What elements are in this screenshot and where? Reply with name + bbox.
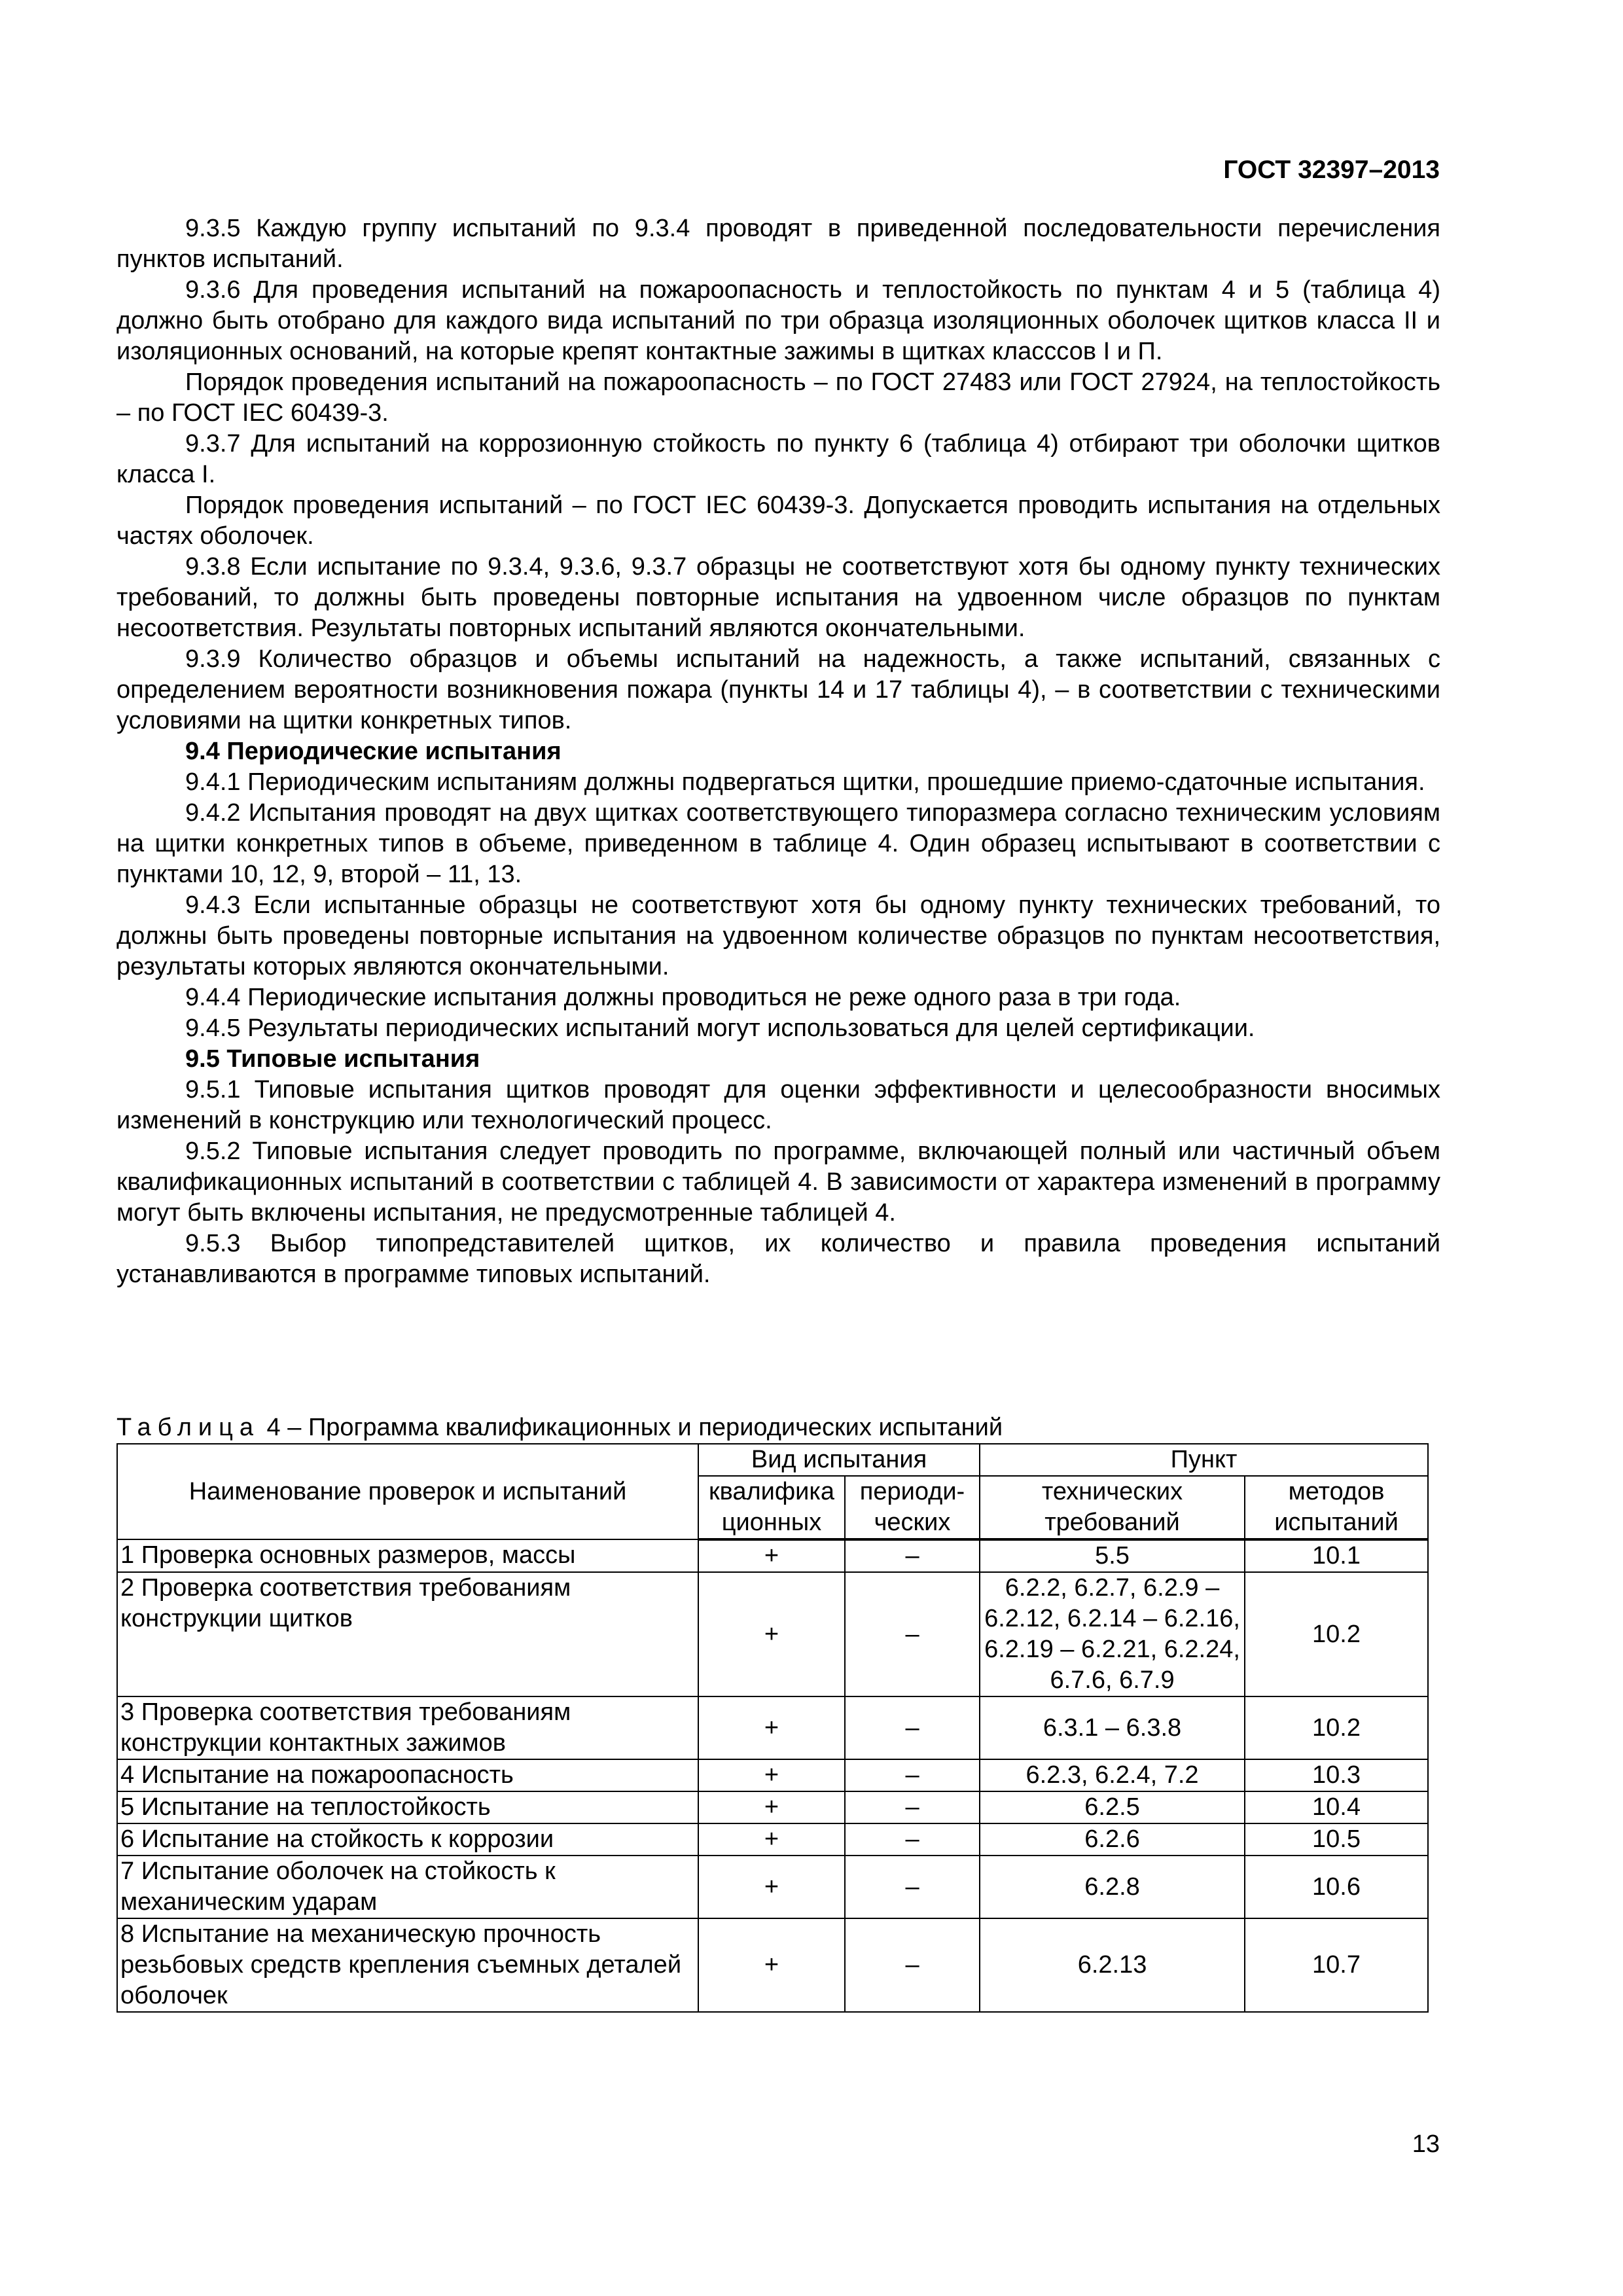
table-row: [117, 1791, 1428, 1823]
cell-qualification: +: [698, 1823, 845, 1856]
cell-qualification: +: [698, 1539, 845, 1572]
table-row: [117, 1696, 1428, 1759]
header-clause: Пункт: [980, 1444, 1428, 1476]
paragraph: 9.4.4 Периодические испытания должны проводиться не реже одного раза в три года.: [185, 984, 1181, 1011]
cell-technical-requirements: 6.2.13: [980, 1918, 1245, 2012]
paragraph: Порядок проведения испытаний – по ГОСТ IEC 60439-3. Допускается проводить испытания на отдельных частях оболочек.: [116, 492, 1440, 550]
qualification-periodic-tests-table: [116, 1443, 1429, 2013]
table-row: [117, 1918, 1428, 2012]
cell-test-name: 1 Проверка основных размеров, массы: [117, 1539, 698, 1572]
cell-test-name: 5 Испытание на теплостойкость: [117, 1791, 698, 1823]
paragraph: 9.3.7 Для испытаний на коррозионную стойкость по пункту 6 (таблица 4) отбирают три оболочки щитков класса I.: [116, 430, 1440, 488]
header-test-methods: методов испытаний: [1245, 1476, 1428, 1539]
paragraph: 9.4.5 Результаты периодических испытаний могут использоваться для целей сертификации.: [185, 1014, 1255, 1042]
cell-test-name: 8 Испытание на механическую прочность резьбовых средств крепления съемных деталей оболочек: [117, 1918, 698, 2012]
cell-test-name: 4 Испытание на пожароопасность: [117, 1759, 698, 1791]
paragraph: 9.5.3 Выбор типопредставителей щитков, их количество и правила проведения испытаний устанавливаются в программе типовых испытаний.: [116, 1230, 1440, 1288]
table-row: [117, 1572, 1428, 1696]
cell-test-method: 10.5: [1245, 1823, 1428, 1856]
paragraph: 9.3.5 Каждую группу испытаний по 9.3.4 проводят в приведенной последовательности перечисления пунктов испытаний.: [116, 215, 1440, 273]
cell-test-method: 10.2: [1245, 1696, 1428, 1759]
header-periodic: периоди- ческих: [845, 1476, 980, 1539]
cell-technical-requirements: 5.5: [980, 1539, 1245, 1572]
cell-periodic: –: [845, 1856, 980, 1918]
cell-test-name: 6 Испытание на стойкость к коррозии: [117, 1823, 698, 1856]
cell-periodic: –: [845, 1539, 980, 1572]
cell-test-name: 7 Испытание оболочек на стойкость к механическим ударам: [117, 1856, 698, 1918]
cell-test-method: 10.6: [1245, 1856, 1428, 1918]
section-heading: 9.5 Типовые испытания: [185, 1045, 480, 1073]
body-text: [116, 213, 1440, 1290]
paragraph: 9.3.8 Если испытание по 9.3.4, 9.3.6, 9.3.7 образцы не соответствуют хотя бы одному пункту технических требований, то должны быть проведены повторные испытания на удвоенном числе образцов по пунктам несоответствия. Результаты повторных испытаний являются окончательными.: [116, 553, 1440, 642]
cell-technical-requirements: 6.3.1 – 6.3.8: [980, 1696, 1245, 1759]
cell-technical-requirements: 6.2.8: [980, 1856, 1245, 1918]
cell-periodic: –: [845, 1823, 980, 1856]
cell-technical-requirements: 6.2.3, 6.2.4, 7.2: [980, 1759, 1245, 1791]
table-row: [117, 1759, 1428, 1791]
table-caption-title: 4 – Программа квалификационных и периодических испытаний: [260, 1414, 1003, 1441]
table-row: [117, 1823, 1428, 1856]
table-row: [117, 1856, 1428, 1918]
cell-periodic: –: [845, 1759, 980, 1791]
cell-test-method: 10.3: [1245, 1759, 1428, 1791]
cell-periodic: –: [845, 1791, 980, 1823]
cell-periodic: –: [845, 1696, 980, 1759]
table-caption: [116, 1412, 1003, 1443]
cell-test-method: 10.7: [1245, 1918, 1428, 2012]
cell-technical-requirements: 6.2.5: [980, 1791, 1245, 1823]
paragraph: 9.3.6 Для проведения испытаний на пожароопасность и теплостойкость по пунктам 4 и 5 (таблица 4) должно быть отобрано для каждого вида испытаний по три образца изоляционных оболочек щитков класса II и изоляционных оснований, на которые крепят контактные зажимы в щитках класссов I и П.: [116, 276, 1440, 365]
cell-qualification: +: [698, 1572, 845, 1696]
cell-technical-requirements: 6.2.2, 6.2.7, 6.2.9 – 6.2.12, 6.2.14 – 6.2.16, 6.2.19 – 6.2.21, 6.2.24, 6.7.6, 6.7.9: [980, 1572, 1245, 1696]
paragraph: 9.4.2 Испытания проводят на двух щитках соответствующего типоразмера согласно техническим условиям на щитки конкретных типов в объеме, приведенном в таблице 4. Один образец испытывают в соответствии с пунктами 10, 12, 9, второй – 11, 13.: [116, 799, 1440, 888]
cell-qualification: +: [698, 1918, 845, 2012]
cell-test-name: 2 Проверка соответствия требованиям конструкции щитков: [117, 1572, 698, 1696]
cell-test-method: 10.1: [1245, 1539, 1428, 1572]
paragraph: 9.5.1 Типовые испытания щитков проводят для оценки эффективности и целесообразности вносимых изменений в конструкцию или технологический процесс.: [116, 1076, 1440, 1134]
cell-technical-requirements: 6.2.6: [980, 1823, 1245, 1856]
cell-qualification: +: [698, 1696, 845, 1759]
cell-qualification: +: [698, 1759, 845, 1791]
paragraph: 9.3.9 Количество образцов и объемы испытаний на надежность, а также испытаний, связанных с определением вероятности возникновения пожара (пункты 14 и 17 таблицы 4), – в соответствии с техническими условиями на щитки конкретных типов.: [116, 645, 1440, 734]
header-technical-requirements: технических требований: [980, 1476, 1245, 1539]
cell-test-name: 3 Проверка соответствия требованиям конструкции контактных зажимов: [117, 1696, 698, 1759]
table-caption-label: Таблица: [116, 1414, 260, 1441]
cell-periodic: –: [845, 1918, 980, 2012]
paragraph: 9.5.2 Типовые испытания следует проводить по программе, включающей полный или частичный объем квалификационных испытаний в соответствии с таблицей 4. В зависимости от характера изменений в программу могут быть включены испытания, не предусмотренные таблицей 4.: [116, 1138, 1440, 1227]
cell-qualification: +: [698, 1856, 845, 1918]
header-test-type: Вид испытания: [698, 1444, 980, 1476]
paragraph: Порядок проведения испытаний на пожароопасность – по ГОСТ 27483 или ГОСТ 27924, на теплостойкость – по ГОСТ IEC 60439-3.: [116, 368, 1440, 427]
table-row: [117, 1539, 1428, 1572]
table-body: [117, 1539, 1428, 2012]
section-heading: 9.4 Периодические испытания: [185, 738, 562, 765]
document-code-header: ГОСТ 32397–2013: [1223, 156, 1440, 184]
page-number: 13: [1412, 2130, 1440, 2158]
header-qualification: квалифика ционных: [698, 1476, 845, 1539]
cell-periodic: –: [845, 1572, 980, 1696]
paragraph: 9.4.1 Периодическим испытаниям должны подвергаться щитки, прошедшие приемо-сдаточные испытания.: [185, 768, 1425, 796]
paragraph: 9.4.3 Если испытанные образцы не соответствуют хотя бы одному пункту технических требований, то должны быть проведены повторные испытания на удвоенном количестве образцов по пунктам несоответствия, результаты которых являются окончательными.: [116, 891, 1440, 980]
cell-test-method: 10.2: [1245, 1572, 1428, 1696]
header-test-name: Наименование проверок и испытаний: [117, 1444, 698, 1539]
cell-qualification: +: [698, 1791, 845, 1823]
cell-test-method: 10.4: [1245, 1791, 1428, 1823]
